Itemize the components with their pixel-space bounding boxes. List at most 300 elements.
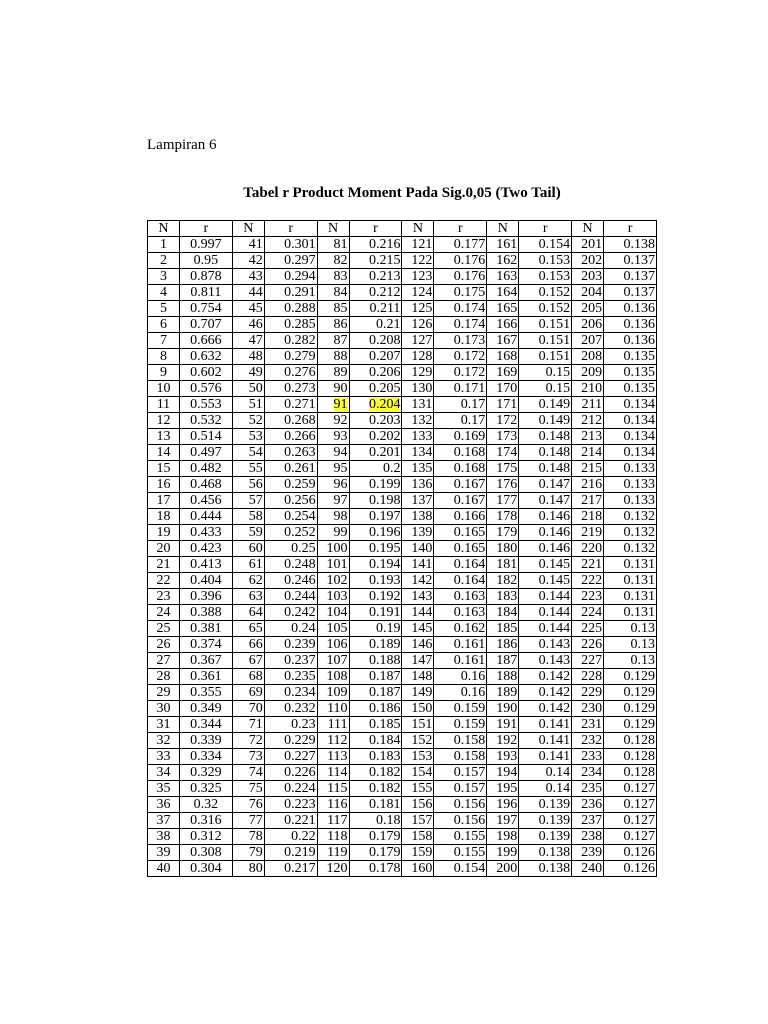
n-cell: 158	[402, 829, 434, 845]
r-value-cell: 0.361	[179, 669, 232, 685]
table-row	[148, 317, 657, 333]
n-cell: 228	[572, 669, 604, 685]
n-cell: 192	[487, 733, 519, 749]
n-cell: 229	[572, 685, 604, 701]
n-cell: 216	[572, 477, 604, 493]
n-cell: 42	[232, 253, 264, 269]
r-value-cell: 0.433	[179, 525, 232, 541]
r-value-cell: 0.15	[519, 365, 572, 381]
n-cell: 124	[402, 285, 434, 301]
r-value-cell: 0.192	[349, 589, 402, 605]
table-row	[148, 717, 657, 733]
r-value-cell: 0.174	[434, 317, 487, 333]
r-value-cell: 0.285	[264, 317, 317, 333]
n-cell: 67	[232, 653, 264, 669]
r-value-cell: 0.212	[349, 285, 402, 301]
r-value-cell: 0.163	[434, 605, 487, 621]
table-row	[148, 637, 657, 653]
r-value-cell: 0.183	[349, 749, 402, 765]
n-cell: 32	[148, 733, 180, 749]
r-value-cell: 0.175	[434, 285, 487, 301]
r-value-cell: 0.291	[264, 285, 317, 301]
r-value-cell: 0.316	[179, 813, 232, 829]
r-value-cell: 0.198	[349, 493, 402, 509]
r-value-cell: 0.237	[264, 653, 317, 669]
r-value-cell: 0.325	[179, 781, 232, 797]
r-value-cell: 0.194	[349, 557, 402, 573]
n-cell: 199	[487, 845, 519, 861]
r-value-cell: 0.16	[434, 685, 487, 701]
n-cell: 99	[317, 525, 349, 541]
n-cell: 155	[402, 781, 434, 797]
n-cell: 218	[572, 509, 604, 525]
r-value-cell: 0.252	[264, 525, 317, 541]
n-cell: 45	[232, 301, 264, 317]
n-cell: 115	[317, 781, 349, 797]
table-row	[148, 685, 657, 701]
r-value-cell: 0.129	[604, 685, 657, 701]
r-value-cell: 0.234	[264, 685, 317, 701]
r-value-cell: 0.179	[349, 829, 402, 845]
r-value-cell: 0.263	[264, 445, 317, 461]
n-cell: 138	[402, 509, 434, 525]
r-value-cell: 0.374	[179, 637, 232, 653]
n-cell: 23	[148, 589, 180, 605]
n-cell: 161	[487, 237, 519, 253]
n-cell: 75	[232, 781, 264, 797]
n-cell: 148	[402, 669, 434, 685]
r-value-cell: 0.248	[264, 557, 317, 573]
r-value-cell: 0.189	[349, 637, 402, 653]
table-row	[148, 765, 657, 781]
r-value-cell: 0.136	[604, 301, 657, 317]
r-value-cell: 0.221	[264, 813, 317, 829]
n-cell: 223	[572, 589, 604, 605]
n-cell: 20	[148, 541, 180, 557]
n-cell: 194	[487, 765, 519, 781]
n-cell: 151	[402, 717, 434, 733]
r-value-cell: 0.164	[434, 573, 487, 589]
n-cell: 95	[317, 461, 349, 477]
n-cell: 84	[317, 285, 349, 301]
n-cell: 40	[148, 861, 180, 877]
n-cell: 169	[487, 365, 519, 381]
n-cell: 127	[402, 333, 434, 349]
n-cell: 170	[487, 381, 519, 397]
n-cell: 120	[317, 861, 349, 877]
r-value-cell: 0.13	[604, 621, 657, 637]
r-value-cell: 0.137	[604, 253, 657, 269]
r-value-cell: 0.329	[179, 765, 232, 781]
n-cell: 149	[402, 685, 434, 701]
r-value-cell: 0.134	[604, 429, 657, 445]
r-value-cell: 0.131	[604, 557, 657, 573]
r-value-cell: 0.811	[179, 285, 232, 301]
r-value-cell: 0.308	[179, 845, 232, 861]
n-cell: 171	[487, 397, 519, 413]
table-row	[148, 445, 657, 461]
n-cell: 236	[572, 797, 604, 813]
n-cell: 94	[317, 445, 349, 461]
r-value-cell: 0.22	[264, 829, 317, 845]
r-value-cell: 0.155	[434, 829, 487, 845]
r-value-cell: 0.149	[519, 397, 572, 413]
r-value-cell: 0.131	[604, 589, 657, 605]
r-value-cell: 0.165	[434, 525, 487, 541]
r-value-cell: 0.168	[434, 461, 487, 477]
r-value-cell: 0.158	[434, 733, 487, 749]
r-value-cell: 0.219	[264, 845, 317, 861]
r-value-cell: 0.158	[434, 749, 487, 765]
r-value-cell: 0.138	[519, 845, 572, 861]
n-cell: 177	[487, 493, 519, 509]
n-cell: 136	[402, 477, 434, 493]
n-cell: 72	[232, 733, 264, 749]
r-value-cell: 0.161	[434, 637, 487, 653]
r-value-cell: 0.137	[604, 285, 657, 301]
n-cell: 78	[232, 829, 264, 845]
table-row	[148, 541, 657, 557]
r-value-cell: 0.178	[349, 861, 402, 877]
n-cell: 112	[317, 733, 349, 749]
n-cell: 238	[572, 829, 604, 845]
r-value-cell: 0.208	[349, 333, 402, 349]
n-cell: 145	[402, 621, 434, 637]
n-cell: 156	[402, 797, 434, 813]
n-cell: 81	[317, 237, 349, 253]
r-value-cell: 0.423	[179, 541, 232, 557]
r-value-cell: 0.139	[519, 829, 572, 845]
n-cell: 219	[572, 525, 604, 541]
n-cell: 96	[317, 477, 349, 493]
table-row	[148, 797, 657, 813]
n-cell: 129	[402, 365, 434, 381]
r-value-cell: 0.156	[434, 813, 487, 829]
r-value-cell: 0.404	[179, 573, 232, 589]
r-value-cell: 0.339	[179, 733, 232, 749]
n-cell: 22	[148, 573, 180, 589]
r-value-cell: 0.242	[264, 605, 317, 621]
n-cell: 62	[232, 573, 264, 589]
r-value-cell: 0.151	[519, 349, 572, 365]
r-value-cell: 0.297	[264, 253, 317, 269]
r-value-cell: 0.334	[179, 749, 232, 765]
r-value-cell: 0.143	[519, 637, 572, 653]
r-value-cell: 0.162	[434, 621, 487, 637]
r-value-cell: 0.288	[264, 301, 317, 317]
r-value-cell: 0.151	[519, 317, 572, 333]
r-value-cell: 0.127	[604, 797, 657, 813]
n-cell: 7	[148, 333, 180, 349]
n-cell: 117	[317, 813, 349, 829]
table-row	[148, 621, 657, 637]
r-value-cell: 0.133	[604, 461, 657, 477]
n-cell: 93	[317, 429, 349, 445]
table-row	[148, 749, 657, 765]
n-cell: 60	[232, 541, 264, 557]
table-row	[148, 301, 657, 317]
n-cell: 64	[232, 605, 264, 621]
r-value-cell: 0.179	[349, 845, 402, 861]
r-value-cell: 0.235	[264, 669, 317, 685]
r-value-cell: 0.132	[604, 525, 657, 541]
n-cell: 87	[317, 333, 349, 349]
n-cell: 5	[148, 301, 180, 317]
r-value-cell: 0.266	[264, 429, 317, 445]
table-row	[148, 413, 657, 429]
highlighted-n: 91	[333, 397, 348, 412]
n-cell: 163	[487, 269, 519, 285]
r-value-cell: 0.24	[264, 621, 317, 637]
n-cell: 63	[232, 589, 264, 605]
r-value-cell: 0.553	[179, 397, 232, 413]
n-cell: 51	[232, 397, 264, 413]
r-value-cell: 0.149	[519, 413, 572, 429]
n-cell: 90	[317, 381, 349, 397]
n-cell: 204	[572, 285, 604, 301]
r-value-cell: 0.576	[179, 381, 232, 397]
n-cell: 226	[572, 637, 604, 653]
n-cell: 70	[232, 701, 264, 717]
column-header-r: r	[434, 221, 487, 237]
r-value-cell: 0.301	[264, 237, 317, 253]
n-cell: 230	[572, 701, 604, 717]
n-cell: 221	[572, 557, 604, 573]
r-value-cell: 0.156	[434, 797, 487, 813]
n-cell: 31	[148, 717, 180, 733]
n-cell: 71	[232, 717, 264, 733]
r-value-cell: 0.304	[179, 861, 232, 877]
n-cell: 110	[317, 701, 349, 717]
r-value-cell: 0.147	[519, 493, 572, 509]
r-value-cell: 0.146	[519, 541, 572, 557]
n-cell: 222	[572, 573, 604, 589]
r-value-cell: 0.151	[519, 333, 572, 349]
r-value-cell: 0.239	[264, 637, 317, 653]
n-cell: 12	[148, 413, 180, 429]
n-cell: 134	[402, 445, 434, 461]
table-title: Tabel r Product Moment Pada Sig.0,05 (Two Tail)	[243, 185, 561, 201]
r-value-cell: 0.147	[519, 477, 572, 493]
n-cell: 52	[232, 413, 264, 429]
n-cell: 181	[487, 557, 519, 573]
n-cell: 92	[317, 413, 349, 429]
table-row	[148, 845, 657, 861]
n-cell: 198	[487, 829, 519, 845]
n-cell: 39	[148, 845, 180, 861]
r-value-cell: 0.153	[519, 253, 572, 269]
n-cell: 210	[572, 381, 604, 397]
n-cell: 35	[148, 781, 180, 797]
r-value-cell: 0.144	[519, 589, 572, 605]
r-value-cell: 0.186	[349, 701, 402, 717]
r-value-cell: 0.207	[349, 349, 402, 365]
n-cell: 66	[232, 637, 264, 653]
table-row	[148, 477, 657, 493]
n-cell: 195	[487, 781, 519, 797]
n-cell: 108	[317, 669, 349, 685]
r-value-cell: 0.127	[604, 781, 657, 797]
r-value-cell: 0.187	[349, 669, 402, 685]
n-cell: 220	[572, 541, 604, 557]
r-value-cell: 0.135	[604, 365, 657, 381]
n-cell: 111	[317, 717, 349, 733]
n-cell: 159	[402, 845, 434, 861]
r-value-cell: 0.134	[604, 413, 657, 429]
n-cell: 166	[487, 317, 519, 333]
r-value-cell: 0.224	[264, 781, 317, 797]
n-cell: 9	[148, 365, 180, 381]
r-value-cell: 0.126	[604, 845, 657, 861]
n-cell: 58	[232, 509, 264, 525]
r-value-cell: 0.148	[519, 461, 572, 477]
r-value-cell: 0.205	[349, 381, 402, 397]
column-header-r: r	[604, 221, 657, 237]
column-header-n: N	[402, 221, 434, 237]
r-value-cell: 0.169	[434, 429, 487, 445]
r-value-cell: 0.632	[179, 349, 232, 365]
r-value-cell: 0.15	[519, 381, 572, 397]
r-value-cell: 0.139	[519, 797, 572, 813]
r-value-cell: 0.196	[349, 525, 402, 541]
r-value-cell: 0.137	[604, 269, 657, 285]
table-row	[148, 333, 657, 349]
n-cell: 174	[487, 445, 519, 461]
r-value-cell: 0.181	[349, 797, 402, 813]
n-cell: 224	[572, 605, 604, 621]
n-cell: 29	[148, 685, 180, 701]
r-value-cell: 0.135	[604, 381, 657, 397]
table-row	[148, 589, 657, 605]
n-cell: 8	[148, 349, 180, 365]
n-cell: 1	[148, 237, 180, 253]
r-value-cell: 0.312	[179, 829, 232, 845]
n-cell: 44	[232, 285, 264, 301]
table-row	[148, 781, 657, 797]
n-cell: 27	[148, 653, 180, 669]
n-cell: 141	[402, 557, 434, 573]
r-value-cell: 0.154	[434, 861, 487, 877]
n-cell: 190	[487, 701, 519, 717]
r-value-cell: 0.185	[349, 717, 402, 733]
n-cell: 21	[148, 557, 180, 573]
r-value-cell: 0.532	[179, 413, 232, 429]
n-cell: 61	[232, 557, 264, 573]
r-value-cell: 0.217	[264, 861, 317, 877]
column-header-n: N	[317, 221, 349, 237]
n-cell: 49	[232, 365, 264, 381]
n-cell: 37	[148, 813, 180, 829]
n-cell: 107	[317, 653, 349, 669]
n-cell: 214	[572, 445, 604, 461]
r-value-cell: 0.141	[519, 749, 572, 765]
n-cell: 196	[487, 797, 519, 813]
n-cell: 150	[402, 701, 434, 717]
n-cell: 125	[402, 301, 434, 317]
n-cell: 157	[402, 813, 434, 829]
n-cell: 209	[572, 365, 604, 381]
n-cell: 18	[148, 509, 180, 525]
r-product-moment-table	[147, 220, 657, 877]
column-header-n: N	[487, 221, 519, 237]
n-cell: 48	[232, 349, 264, 365]
n-cell: 146	[402, 637, 434, 653]
r-value-cell: 0.164	[434, 557, 487, 573]
table-row	[148, 429, 657, 445]
r-value-cell: 0.444	[179, 509, 232, 525]
r-value-cell: 0.14	[519, 765, 572, 781]
r-value-cell: 0.18	[349, 813, 402, 829]
n-cell: 13	[148, 429, 180, 445]
r-value-cell: 0.227	[264, 749, 317, 765]
table-row	[148, 269, 657, 285]
n-cell: 193	[487, 749, 519, 765]
r-value-cell: 0.142	[519, 701, 572, 717]
table-row	[148, 397, 657, 413]
n-cell: 126	[402, 317, 434, 333]
table-row	[148, 573, 657, 589]
r-value-cell: 0.17	[434, 413, 487, 429]
r-value-cell: 0.256	[264, 493, 317, 509]
r-value-cell: 0.132	[604, 541, 657, 557]
column-header-n: N	[232, 221, 264, 237]
n-cell: 105	[317, 621, 349, 637]
n-cell: 46	[232, 317, 264, 333]
r-value-cell: 0.144	[519, 605, 572, 621]
r-value-cell: 0.213	[349, 269, 402, 285]
r-value-cell: 0.134	[604, 445, 657, 461]
n-cell: 34	[148, 765, 180, 781]
table-row	[148, 493, 657, 509]
r-value-cell: 0.246	[264, 573, 317, 589]
n-cell: 162	[487, 253, 519, 269]
r-value-cell: 0.14	[519, 781, 572, 797]
r-value-cell: 0.172	[434, 365, 487, 381]
r-value-cell: 0.173	[434, 333, 487, 349]
n-cell: 237	[572, 813, 604, 829]
r-value-cell: 0.25	[264, 541, 317, 557]
n-cell: 152	[402, 733, 434, 749]
n-cell: 203	[572, 269, 604, 285]
n-cell: 3	[148, 269, 180, 285]
r-value-cell: 0.138	[604, 237, 657, 253]
table-row	[148, 813, 657, 829]
r-value-cell	[349, 397, 402, 413]
n-cell: 28	[148, 669, 180, 685]
n-cell: 89	[317, 365, 349, 381]
table-row	[148, 861, 657, 877]
r-value-cell: 0.367	[179, 653, 232, 669]
n-cell: 102	[317, 573, 349, 589]
r-value-cell: 0.141	[519, 733, 572, 749]
appendix-heading: Lampiran 6	[147, 137, 217, 153]
n-cell: 2	[148, 253, 180, 269]
r-value-cell: 0.197	[349, 509, 402, 525]
n-cell: 201	[572, 237, 604, 253]
n-cell: 179	[487, 525, 519, 541]
r-value-cell: 0.282	[264, 333, 317, 349]
n-cell: 4	[148, 285, 180, 301]
n-cell: 206	[572, 317, 604, 333]
r-value-cell: 0.128	[604, 765, 657, 781]
r-value-cell: 0.144	[519, 621, 572, 637]
r-value-cell: 0.143	[519, 653, 572, 669]
n-cell: 184	[487, 605, 519, 621]
r-value-cell: 0.878	[179, 269, 232, 285]
table-header-row	[148, 221, 657, 237]
r-value-cell: 0.148	[519, 429, 572, 445]
r-value-cell: 0.157	[434, 765, 487, 781]
